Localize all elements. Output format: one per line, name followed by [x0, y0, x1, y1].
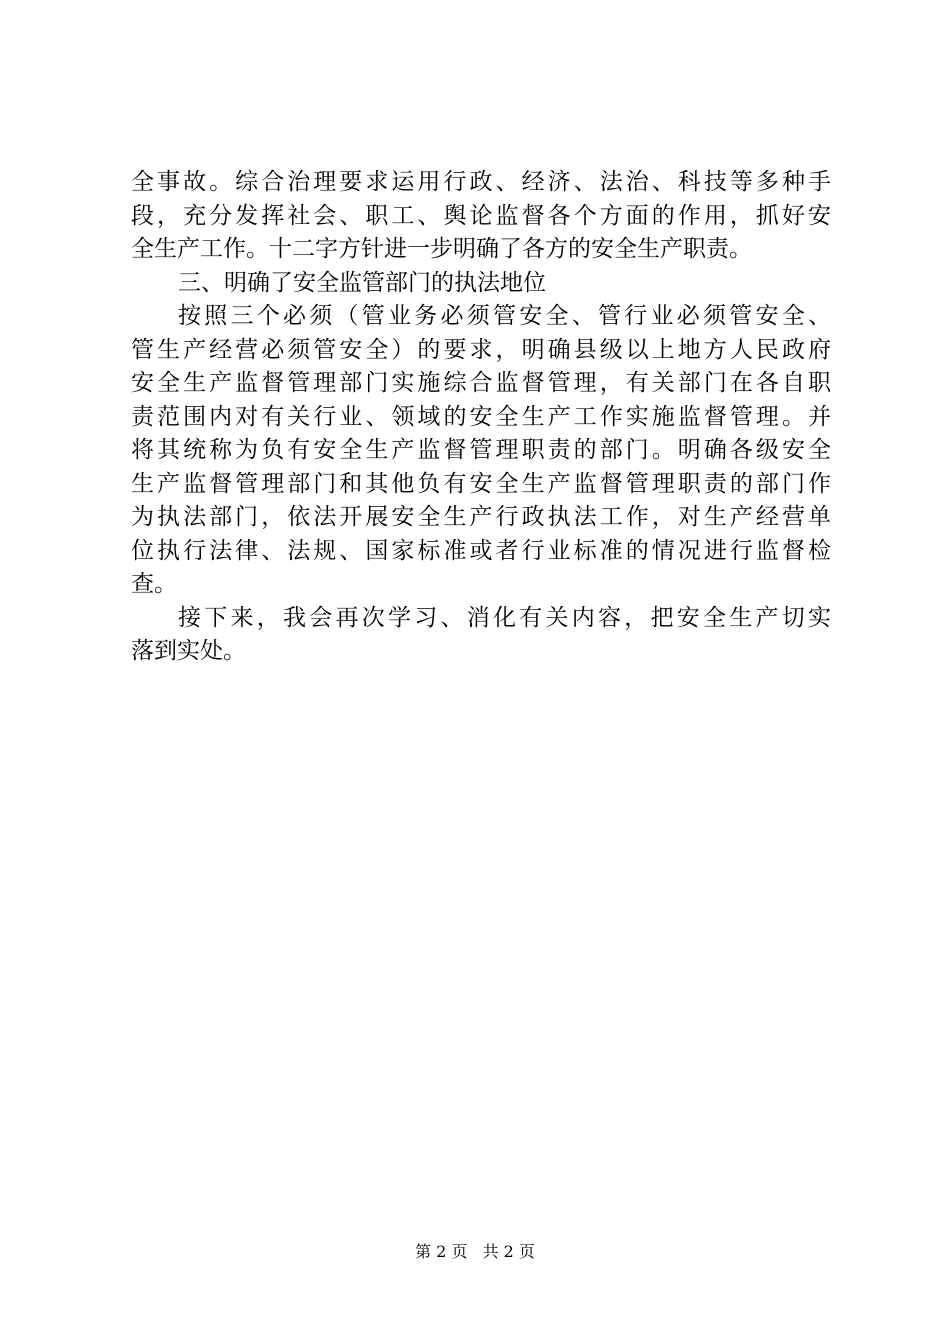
text-line: 全事故。综合治理要求运用行政、经济、法治、科技等多种手 [131, 169, 831, 195]
paragraph [131, 267, 831, 301]
text-line: 将其统称为负有安全生产监督管理职责的部门。明确各级安全 [131, 437, 831, 463]
text-line: 三、明确了安全监管部门的执法地位 [178, 269, 546, 296]
page-total: 共 2 页 [482, 1242, 535, 1261]
text-line: 全生产工作。十二字方针进一步明确了各方的安全生产职责。 [131, 236, 752, 262]
page-footer [0, 1240, 950, 1264]
text-line: 按照三个必须（管业务必须管安全、管行业必须管安全、 [178, 303, 831, 329]
text-line: 生产监督管理部门和其他负有安全生产监督管理职责的部门作 [131, 470, 831, 497]
page-number: 第 2 页 [415, 1242, 468, 1261]
text-line: 落到实处。 [131, 638, 246, 664]
text-line: 管生产经营必须管安全）的要求，明确县级以上地方人民政府 [131, 336, 831, 363]
paragraph [131, 602, 831, 669]
text-line: 责范围内对有关行业、领域的安全生产工作实施监督管理。并 [131, 403, 831, 430]
text-line: 接下来，我会再次学习、消化有关内容，把安全生产切实 [178, 604, 831, 631]
document-body [131, 166, 831, 669]
text-line: 安全生产监督管理部门实施综合监督管理，有关部门在各自职 [131, 370, 831, 396]
text-line: 段，充分发挥社会、职工、舆论监督各个方面的作用，抓好安 [131, 202, 831, 229]
text-line: 查。 [131, 571, 177, 597]
text-line: 为执法部门，依法开展安全生产行政执法工作，对生产经营单 [131, 504, 831, 530]
paragraph [131, 300, 831, 602]
text-line: 位执行法律、法规、国家标准或者行业标准的情况进行监督检 [131, 537, 831, 564]
paragraph [131, 166, 831, 267]
